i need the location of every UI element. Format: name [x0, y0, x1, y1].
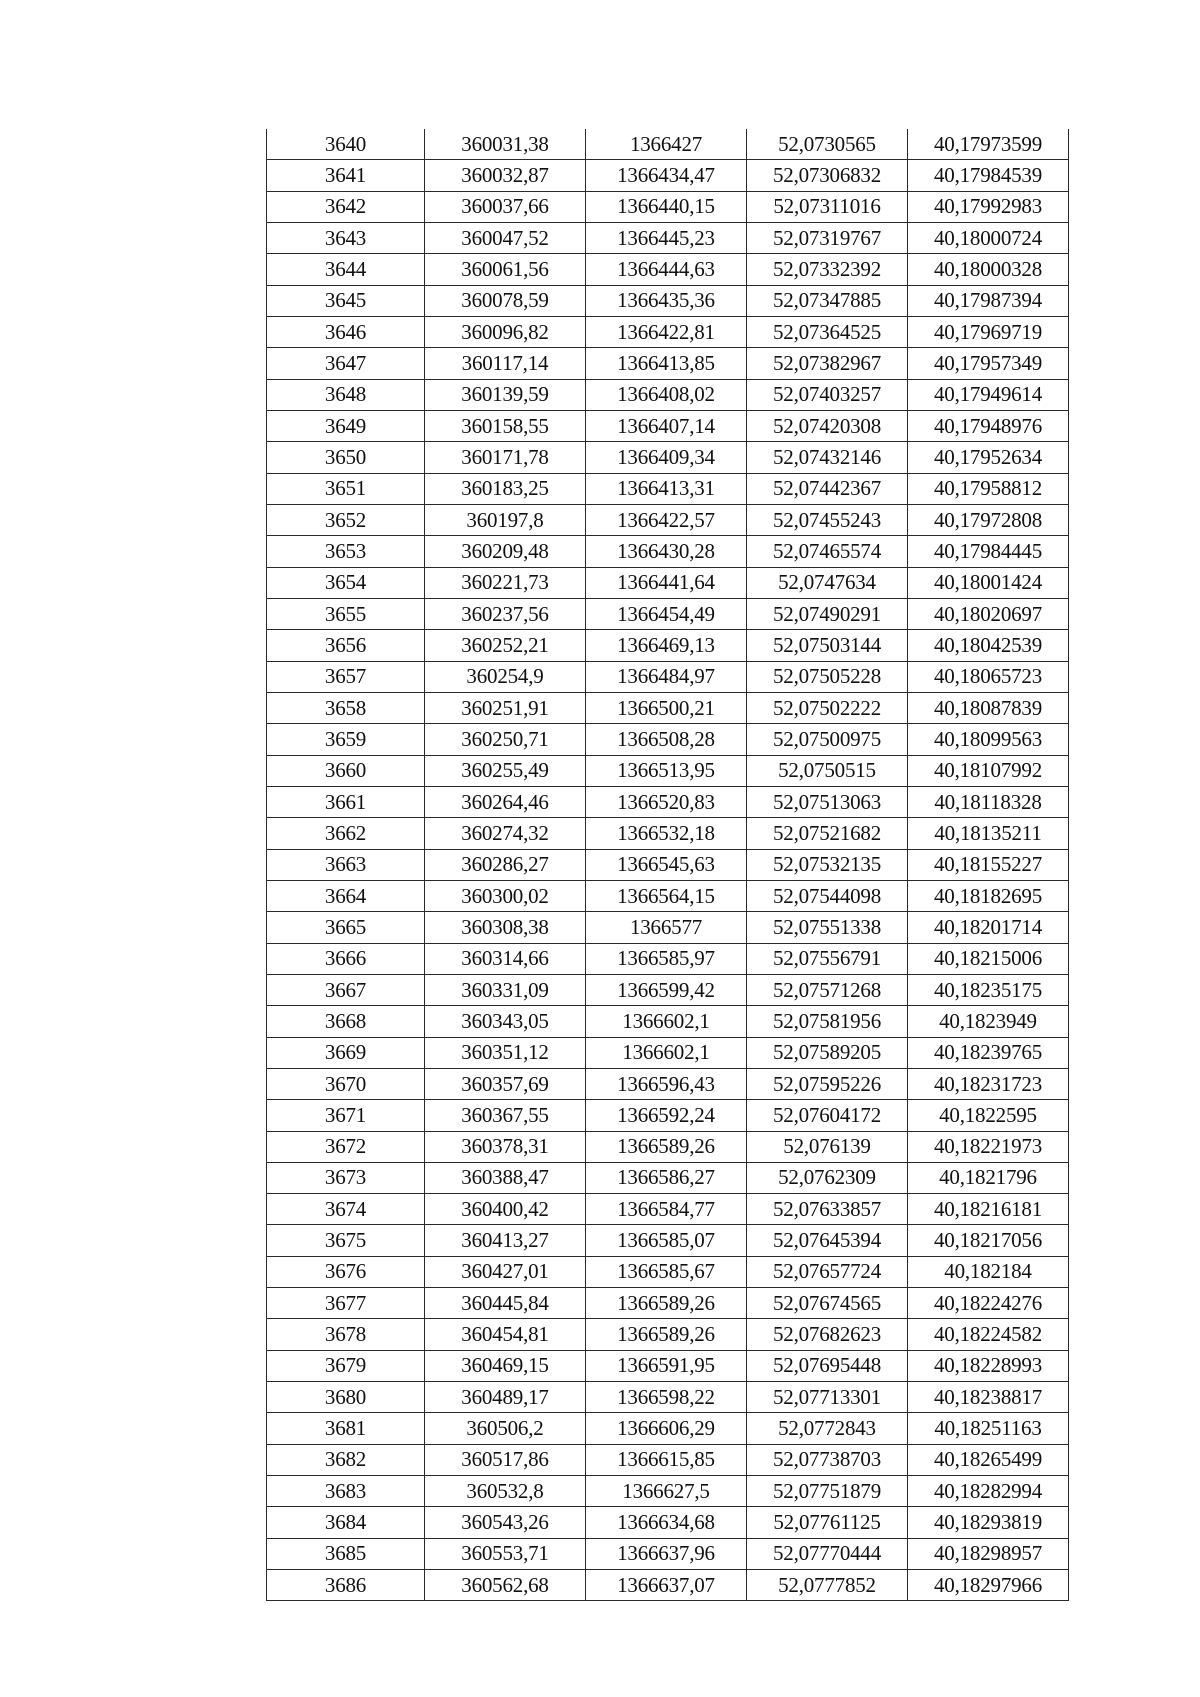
table-row: [267, 1382, 1069, 1413]
x-coordinate-cell: 360553,71: [425, 1538, 586, 1569]
latitude-cell: 52,0777852: [747, 1570, 908, 1601]
latitude-cell: 52,0762309: [747, 1162, 908, 1193]
y-coordinate-cell: 1366627,5: [586, 1476, 747, 1507]
y-coordinate-cell: 1366500,21: [586, 692, 747, 723]
x-coordinate-cell: 360096,82: [425, 316, 586, 347]
x-coordinate-cell: 360532,8: [425, 1476, 586, 1507]
y-coordinate-cell: 1366606,29: [586, 1413, 747, 1444]
latitude-cell: 52,0747634: [747, 567, 908, 598]
y-coordinate-cell: 1366440,15: [586, 191, 747, 222]
table-row: [267, 1037, 1069, 1068]
longitude-cell: 40,182184: [908, 1256, 1069, 1287]
latitude-cell: 52,07490291: [747, 598, 908, 629]
longitude-cell: 40,18297966: [908, 1570, 1069, 1601]
x-coordinate-cell: 360413,27: [425, 1225, 586, 1256]
latitude-cell: 52,07403257: [747, 379, 908, 410]
table-row: [267, 880, 1069, 911]
table-row: [267, 818, 1069, 849]
point-number-cell: 3673: [267, 1162, 425, 1193]
point-number-cell: 3686: [267, 1570, 425, 1601]
point-number-cell: 3674: [267, 1194, 425, 1225]
table-row: [267, 160, 1069, 191]
point-number-cell: 3682: [267, 1444, 425, 1475]
point-number-cell: 3657: [267, 661, 425, 692]
point-number-cell: 3648: [267, 379, 425, 410]
table-row: [267, 1068, 1069, 1099]
latitude-cell: 52,07432146: [747, 442, 908, 473]
point-number-cell: 3646: [267, 316, 425, 347]
point-number-cell: 3665: [267, 912, 425, 943]
longitude-cell: 40,17992983: [908, 191, 1069, 222]
table-row: [267, 504, 1069, 535]
y-coordinate-cell: 1366615,85: [586, 1444, 747, 1475]
point-number-cell: 3672: [267, 1131, 425, 1162]
point-number-cell: 3666: [267, 943, 425, 974]
x-coordinate-cell: 360197,8: [425, 504, 586, 535]
point-number-cell: 3662: [267, 818, 425, 849]
y-coordinate-cell: 1366586,27: [586, 1162, 747, 1193]
y-coordinate-cell: 1366435,36: [586, 285, 747, 316]
x-coordinate-cell: 360237,56: [425, 598, 586, 629]
longitude-cell: 40,17948976: [908, 410, 1069, 441]
table-row: [267, 473, 1069, 504]
longitude-cell: 40,18231723: [908, 1068, 1069, 1099]
latitude-cell: 52,07770444: [747, 1538, 908, 1569]
latitude-cell: 52,07551338: [747, 912, 908, 943]
longitude-cell: 40,18224582: [908, 1319, 1069, 1350]
y-coordinate-cell: 1366434,47: [586, 160, 747, 191]
latitude-cell: 52,07589205: [747, 1037, 908, 1068]
point-number-cell: 3645: [267, 285, 425, 316]
longitude-cell: 40,18228993: [908, 1350, 1069, 1381]
table-row: [267, 692, 1069, 723]
table-row: [267, 442, 1069, 473]
x-coordinate-cell: 360343,05: [425, 1006, 586, 1037]
latitude-cell: 52,07761125: [747, 1507, 908, 1538]
longitude-cell: 40,17984539: [908, 160, 1069, 191]
longitude-cell: 40,18216181: [908, 1194, 1069, 1225]
longitude-cell: 40,18087839: [908, 692, 1069, 723]
y-coordinate-cell: 1366592,24: [586, 1100, 747, 1131]
x-coordinate-cell: 360445,84: [425, 1288, 586, 1319]
y-coordinate-cell: 1366407,14: [586, 410, 747, 441]
point-number-cell: 3684: [267, 1507, 425, 1538]
point-number-cell: 3643: [267, 222, 425, 253]
x-coordinate-cell: 360367,55: [425, 1100, 586, 1131]
x-coordinate-cell: 360489,17: [425, 1382, 586, 1413]
point-number-cell: 3669: [267, 1037, 425, 1068]
longitude-cell: 40,17972808: [908, 504, 1069, 535]
longitude-cell: 40,18001424: [908, 567, 1069, 598]
table-row: [267, 1538, 1069, 1569]
latitude-cell: 52,07332392: [747, 254, 908, 285]
x-coordinate-cell: 360031,38: [425, 129, 586, 160]
point-number-cell: 3658: [267, 692, 425, 723]
longitude-cell: 40,18182695: [908, 880, 1069, 911]
point-number-cell: 3641: [267, 160, 425, 191]
x-coordinate-cell: 360357,69: [425, 1068, 586, 1099]
y-coordinate-cell: 1366589,26: [586, 1131, 747, 1162]
latitude-cell: 52,07738703: [747, 1444, 908, 1475]
point-number-cell: 3644: [267, 254, 425, 285]
longitude-cell: 40,17957349: [908, 348, 1069, 379]
table-row: [267, 1100, 1069, 1131]
point-number-cell: 3664: [267, 880, 425, 911]
y-coordinate-cell: 1366520,83: [586, 786, 747, 817]
longitude-cell: 40,18217056: [908, 1225, 1069, 1256]
table-row: [267, 316, 1069, 347]
x-coordinate-cell: 360139,59: [425, 379, 586, 410]
latitude-cell: 52,0730565: [747, 129, 908, 160]
x-coordinate-cell: 360221,73: [425, 567, 586, 598]
y-coordinate-cell: 1366545,63: [586, 849, 747, 880]
latitude-cell: 52,07455243: [747, 504, 908, 535]
point-number-cell: 3642: [267, 191, 425, 222]
latitude-cell: 52,07382967: [747, 348, 908, 379]
x-coordinate-cell: 360171,78: [425, 442, 586, 473]
longitude-cell: 40,18065723: [908, 661, 1069, 692]
y-coordinate-cell: 1366532,18: [586, 818, 747, 849]
table-row: [267, 1444, 1069, 1475]
point-number-cell: 3663: [267, 849, 425, 880]
point-number-cell: 3650: [267, 442, 425, 473]
table-row: [267, 567, 1069, 598]
x-coordinate-cell: 360400,42: [425, 1194, 586, 1225]
x-coordinate-cell: 360209,48: [425, 536, 586, 567]
latitude-cell: 52,07556791: [747, 943, 908, 974]
point-number-cell: 3656: [267, 630, 425, 661]
longitude-cell: 40,1821796: [908, 1162, 1069, 1193]
x-coordinate-cell: 360251,91: [425, 692, 586, 723]
point-number-cell: 3659: [267, 724, 425, 755]
table-row: [267, 1194, 1069, 1225]
table-row: [267, 849, 1069, 880]
x-coordinate-cell: 360469,15: [425, 1350, 586, 1381]
table-row: [267, 661, 1069, 692]
table-row: [267, 1413, 1069, 1444]
longitude-cell: 40,17984445: [908, 536, 1069, 567]
x-coordinate-cell: 360158,55: [425, 410, 586, 441]
x-coordinate-cell: 360562,68: [425, 1570, 586, 1601]
longitude-cell: 40,17969719: [908, 316, 1069, 347]
table-row: [267, 598, 1069, 629]
table-row: [267, 379, 1069, 410]
y-coordinate-cell: 1366422,81: [586, 316, 747, 347]
y-coordinate-cell: 1366441,64: [586, 567, 747, 598]
table-row: [267, 254, 1069, 285]
longitude-cell: 40,18118328: [908, 786, 1069, 817]
x-coordinate-cell: 360250,71: [425, 724, 586, 755]
longitude-cell: 40,18000328: [908, 254, 1069, 285]
latitude-cell: 52,07347885: [747, 285, 908, 316]
table-row: [267, 285, 1069, 316]
longitude-cell: 40,18099563: [908, 724, 1069, 755]
x-coordinate-cell: 360274,32: [425, 818, 586, 849]
table-row: [267, 755, 1069, 786]
longitude-cell: 40,18020697: [908, 598, 1069, 629]
x-coordinate-cell: 360286,27: [425, 849, 586, 880]
longitude-cell: 40,18224276: [908, 1288, 1069, 1319]
latitude-cell: 52,07513063: [747, 786, 908, 817]
point-number-cell: 3676: [267, 1256, 425, 1287]
x-coordinate-cell: 360378,31: [425, 1131, 586, 1162]
y-coordinate-cell: 1366637,07: [586, 1570, 747, 1601]
table-row: [267, 630, 1069, 661]
longitude-cell: 40,1822595: [908, 1100, 1069, 1131]
y-coordinate-cell: 1366589,26: [586, 1319, 747, 1350]
latitude-cell: 52,07657724: [747, 1256, 908, 1287]
longitude-cell: 40,18215006: [908, 943, 1069, 974]
longitude-cell: 40,18155227: [908, 849, 1069, 880]
latitude-cell: 52,07595226: [747, 1068, 908, 1099]
point-number-cell: 3681: [267, 1413, 425, 1444]
point-number-cell: 3670: [267, 1068, 425, 1099]
latitude-cell: 52,07306832: [747, 160, 908, 191]
point-number-cell: 3649: [267, 410, 425, 441]
table-row: [267, 1225, 1069, 1256]
point-number-cell: 3680: [267, 1382, 425, 1413]
x-coordinate-cell: 360308,38: [425, 912, 586, 943]
table-row: [267, 1256, 1069, 1287]
longitude-cell: 40,18135211: [908, 818, 1069, 849]
longitude-cell: 40,18107992: [908, 755, 1069, 786]
longitude-cell: 40,18042539: [908, 630, 1069, 661]
point-number-cell: 3651: [267, 473, 425, 504]
point-number-cell: 3667: [267, 974, 425, 1005]
latitude-cell: 52,0750515: [747, 755, 908, 786]
y-coordinate-cell: 1366602,1: [586, 1006, 747, 1037]
x-coordinate-cell: 360388,47: [425, 1162, 586, 1193]
x-coordinate-cell: 360351,12: [425, 1037, 586, 1068]
x-coordinate-cell: 360454,81: [425, 1319, 586, 1350]
point-number-cell: 3675: [267, 1225, 425, 1256]
point-number-cell: 3655: [267, 598, 425, 629]
latitude-cell: 52,0772843: [747, 1413, 908, 1444]
latitude-cell: 52,07521682: [747, 818, 908, 849]
latitude-cell: 52,07503144: [747, 630, 908, 661]
y-coordinate-cell: 1366413,85: [586, 348, 747, 379]
x-coordinate-cell: 360543,26: [425, 1507, 586, 1538]
y-coordinate-cell: 1366413,31: [586, 473, 747, 504]
y-coordinate-cell: 1366444,63: [586, 254, 747, 285]
longitude-cell: 40,18221973: [908, 1131, 1069, 1162]
x-coordinate-cell: 360506,2: [425, 1413, 586, 1444]
y-coordinate-cell: 1366564,15: [586, 880, 747, 911]
table-row: [267, 129, 1069, 160]
table-row: [267, 1350, 1069, 1381]
x-coordinate-cell: 360183,25: [425, 473, 586, 504]
x-coordinate-cell: 360331,09: [425, 974, 586, 1005]
table-row: [267, 1006, 1069, 1037]
latitude-cell: 52,07442367: [747, 473, 908, 504]
x-coordinate-cell: 360032,87: [425, 160, 586, 191]
latitude-cell: 52,07544098: [747, 880, 908, 911]
coordinates-table: [266, 129, 1069, 1601]
latitude-cell: 52,07502222: [747, 692, 908, 723]
point-number-cell: 3679: [267, 1350, 425, 1381]
x-coordinate-cell: 360427,01: [425, 1256, 586, 1287]
x-coordinate-cell: 360300,02: [425, 880, 586, 911]
latitude-cell: 52,07500975: [747, 724, 908, 755]
latitude-cell: 52,07682623: [747, 1319, 908, 1350]
y-coordinate-cell: 1366469,13: [586, 630, 747, 661]
y-coordinate-cell: 1366599,42: [586, 974, 747, 1005]
y-coordinate-cell: 1366508,28: [586, 724, 747, 755]
x-coordinate-cell: 360264,46: [425, 786, 586, 817]
y-coordinate-cell: 1366513,95: [586, 755, 747, 786]
latitude-cell: 52,07633857: [747, 1194, 908, 1225]
latitude-cell: 52,07420308: [747, 410, 908, 441]
y-coordinate-cell: 1366422,57: [586, 504, 747, 535]
x-coordinate-cell: 360254,9: [425, 661, 586, 692]
longitude-cell: 40,18239765: [908, 1037, 1069, 1068]
y-coordinate-cell: 1366408,02: [586, 379, 747, 410]
y-coordinate-cell: 1366585,67: [586, 1256, 747, 1287]
longitude-cell: 40,18251163: [908, 1413, 1069, 1444]
latitude-cell: 52,07751879: [747, 1476, 908, 1507]
longitude-cell: 40,18238817: [908, 1382, 1069, 1413]
coordinates-table-body: [267, 129, 1069, 1601]
latitude-cell: 52,07364525: [747, 316, 908, 347]
table-row: [267, 410, 1069, 441]
y-coordinate-cell: 1366484,97: [586, 661, 747, 692]
y-coordinate-cell: 1366427: [586, 129, 747, 160]
latitude-cell: 52,07505228: [747, 661, 908, 692]
y-coordinate-cell: 1366585,07: [586, 1225, 747, 1256]
table-row: [267, 724, 1069, 755]
table-row: [267, 1476, 1069, 1507]
longitude-cell: 40,18235175: [908, 974, 1069, 1005]
y-coordinate-cell: 1366589,26: [586, 1288, 747, 1319]
point-number-cell: 3652: [267, 504, 425, 535]
table-row: [267, 1319, 1069, 1350]
longitude-cell: 40,18265499: [908, 1444, 1069, 1475]
table-row: [267, 786, 1069, 817]
point-number-cell: 3668: [267, 1006, 425, 1037]
latitude-cell: 52,07571268: [747, 974, 908, 1005]
y-coordinate-cell: 1366602,1: [586, 1037, 747, 1068]
table-row: [267, 1131, 1069, 1162]
x-coordinate-cell: 360255,49: [425, 755, 586, 786]
x-coordinate-cell: 360037,66: [425, 191, 586, 222]
longitude-cell: 40,18282994: [908, 1476, 1069, 1507]
latitude-cell: 52,07695448: [747, 1350, 908, 1381]
x-coordinate-cell: 360314,66: [425, 943, 586, 974]
y-coordinate-cell: 1366598,22: [586, 1382, 747, 1413]
point-number-cell: 3653: [267, 536, 425, 567]
x-coordinate-cell: 360061,56: [425, 254, 586, 285]
x-coordinate-cell: 360047,52: [425, 222, 586, 253]
y-coordinate-cell: 1366445,23: [586, 222, 747, 253]
latitude-cell: 52,07311016: [747, 191, 908, 222]
latitude-cell: 52,07319767: [747, 222, 908, 253]
table-row: [267, 191, 1069, 222]
longitude-cell: 40,17949614: [908, 379, 1069, 410]
latitude-cell: 52,07645394: [747, 1225, 908, 1256]
longitude-cell: 40,18293819: [908, 1507, 1069, 1538]
y-coordinate-cell: 1366585,97: [586, 943, 747, 974]
x-coordinate-cell: 360252,21: [425, 630, 586, 661]
y-coordinate-cell: 1366634,68: [586, 1507, 747, 1538]
point-number-cell: 3654: [267, 567, 425, 598]
table-row: [267, 1507, 1069, 1538]
x-coordinate-cell: 360078,59: [425, 285, 586, 316]
table-row: [267, 348, 1069, 379]
point-number-cell: 3677: [267, 1288, 425, 1319]
longitude-cell: 40,18298957: [908, 1538, 1069, 1569]
latitude-cell: 52,076139: [747, 1131, 908, 1162]
longitude-cell: 40,18201714: [908, 912, 1069, 943]
point-number-cell: 3647: [267, 348, 425, 379]
table-row: [267, 974, 1069, 1005]
point-number-cell: 3683: [267, 1476, 425, 1507]
table-row: [267, 943, 1069, 974]
latitude-cell: 52,07465574: [747, 536, 908, 567]
table-row: [267, 1288, 1069, 1319]
latitude-cell: 52,07532135: [747, 849, 908, 880]
x-coordinate-cell: 360517,86: [425, 1444, 586, 1475]
y-coordinate-cell: 1366584,77: [586, 1194, 747, 1225]
x-coordinate-cell: 360117,14: [425, 348, 586, 379]
point-number-cell: 3678: [267, 1319, 425, 1350]
point-number-cell: 3685: [267, 1538, 425, 1569]
y-coordinate-cell: 1366596,43: [586, 1068, 747, 1099]
table-row: [267, 912, 1069, 943]
longitude-cell: 40,1823949: [908, 1006, 1069, 1037]
point-number-cell: 3660: [267, 755, 425, 786]
longitude-cell: 40,17973599: [908, 129, 1069, 160]
longitude-cell: 40,17952634: [908, 442, 1069, 473]
y-coordinate-cell: 1366637,96: [586, 1538, 747, 1569]
y-coordinate-cell: 1366591,95: [586, 1350, 747, 1381]
longitude-cell: 40,17987394: [908, 285, 1069, 316]
point-number-cell: 3640: [267, 129, 425, 160]
y-coordinate-cell: 1366577: [586, 912, 747, 943]
point-number-cell: 3661: [267, 786, 425, 817]
latitude-cell: 52,07713301: [747, 1382, 908, 1413]
y-coordinate-cell: 1366409,34: [586, 442, 747, 473]
y-coordinate-cell: 1366430,28: [586, 536, 747, 567]
latitude-cell: 52,07581956: [747, 1006, 908, 1037]
point-number-cell: 3671: [267, 1100, 425, 1131]
table-row: [267, 1570, 1069, 1601]
y-coordinate-cell: 1366454,49: [586, 598, 747, 629]
table-row: [267, 1162, 1069, 1193]
table-row: [267, 536, 1069, 567]
latitude-cell: 52,07674565: [747, 1288, 908, 1319]
latitude-cell: 52,07604172: [747, 1100, 908, 1131]
longitude-cell: 40,17958812: [908, 473, 1069, 504]
table-row: [267, 222, 1069, 253]
longitude-cell: 40,18000724: [908, 222, 1069, 253]
